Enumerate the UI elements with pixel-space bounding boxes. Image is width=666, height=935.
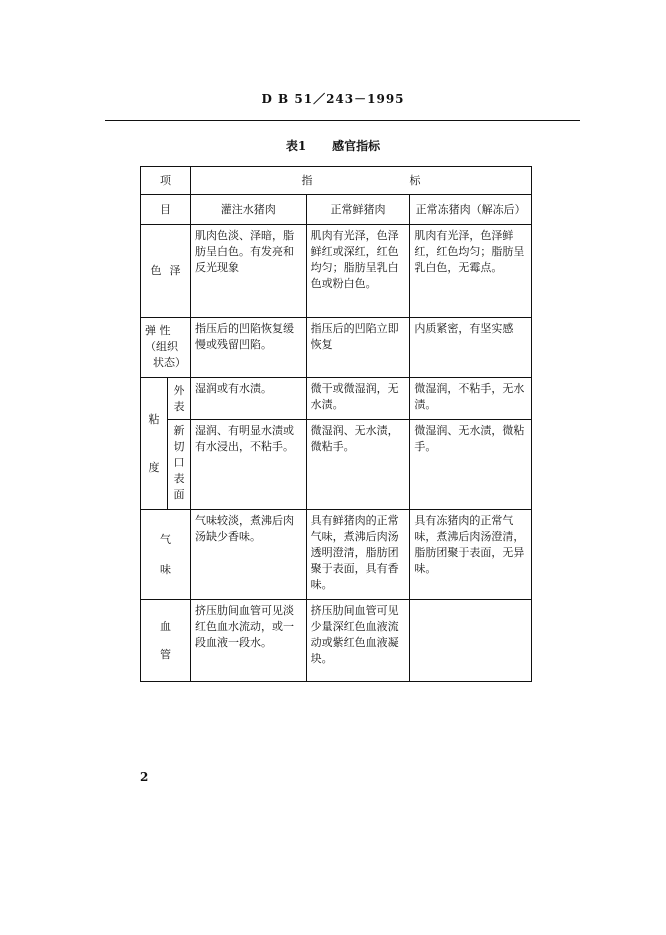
cell-color-injected: 肌肉色淡、泽暗，脂肪呈白色。有发亮和反光现象 [190, 225, 306, 318]
row-label-smell: 气 味 [141, 510, 191, 600]
indicator-header-left: 指 [301, 173, 313, 187]
indicator-header-right: 标 [409, 173, 421, 187]
cell-elasticity-injected: 指压后的凹陷恢复缓慢或残留凹陷。 [190, 318, 306, 378]
col-header-frozen-pork: 正常冻猪肉（解冻后） [410, 195, 532, 225]
cell-smell-frozen: 具有冻猪肉的正常气味，煮沸后肉汤澄清，脂肪团聚于表面，无异味。 [410, 510, 532, 600]
col-header-injected-pork: 灌注水猪肉 [190, 195, 306, 225]
col-header-fresh-pork: 正常鲜猪肉 [306, 195, 410, 225]
row-color [141, 225, 532, 318]
page-number: 2 [140, 770, 149, 784]
row-viscosity-cut [141, 420, 532, 510]
cell-color-fresh: 肌肉有光泽，色泽鲜红或深红，红色均匀；脂肪呈乳白色或粉白色。 [306, 225, 410, 318]
item-header-bottom: 目 [141, 195, 191, 225]
sublabel-new-cut-surface: 新 切 口 表 面 [167, 420, 190, 510]
cell-vessel-frozen [410, 600, 532, 682]
sublabel-outer-surface: 外 表 [167, 378, 190, 420]
sensory-indicator-table [140, 166, 532, 682]
table-caption [0, 137, 666, 154]
row-viscosity-outer [141, 378, 532, 420]
item-header-top: 项 [141, 167, 191, 195]
row-smell [141, 510, 532, 600]
cell-cut-injected: 湿润、有明显水渍或有水浸出，不粘手。 [190, 420, 306, 510]
row-label-color: 色泽 [141, 225, 191, 318]
row-label-viscosity: 粘 度 [141, 378, 168, 510]
header-rule [105, 120, 580, 121]
header-row-1 [141, 167, 532, 195]
indicator-header [190, 167, 531, 195]
header-row-2 [141, 195, 532, 225]
cell-elasticity-frozen: 内质紧密，有坚实感 [410, 318, 532, 378]
table-title: 感官指标 [332, 139, 381, 153]
cell-vessel-fresh: 挤压肋间血管可见少量深红色血液流动或紫红色血液凝块。 [306, 600, 410, 682]
cell-vessel-injected: 挤压肋间血管可见淡红色血水流动，或一段血液一段水。 [190, 600, 306, 682]
cell-outer-frozen: 微湿润，不粘手，无水渍。 [410, 378, 532, 420]
cell-smell-injected: 气味较淡，煮沸后肉汤缺少香味。 [190, 510, 306, 600]
cell-outer-fresh: 微干或微湿润，无水渍。 [306, 378, 410, 420]
table-number: 表1 [285, 139, 307, 153]
row-label-elasticity: 弹 性 （组织 状态） [141, 318, 191, 378]
row-vessel [141, 600, 532, 682]
row-label-vessel: 血 管 [141, 600, 191, 682]
cell-cut-frozen: 微湿润、无水渍，微粘手。 [410, 420, 532, 510]
cell-smell-fresh: 具有鲜猪肉的正常气味，煮沸后肉汤透明澄清，脂肪团聚于表面，具有香味。 [306, 510, 410, 600]
cell-elasticity-fresh: 指压后的凹陷立即恢复 [306, 318, 410, 378]
cell-outer-injected: 湿润或有水渍。 [190, 378, 306, 420]
cell-color-frozen: 肌肉有光泽，色泽鲜红，红色均匀；脂肪呈乳白色，无霉点。 [410, 225, 532, 318]
row-elasticity [141, 318, 532, 378]
cell-cut-fresh: 微湿润、无水渍，微粘手。 [306, 420, 410, 510]
document-code: D B 51／243－1995 [261, 92, 405, 106]
